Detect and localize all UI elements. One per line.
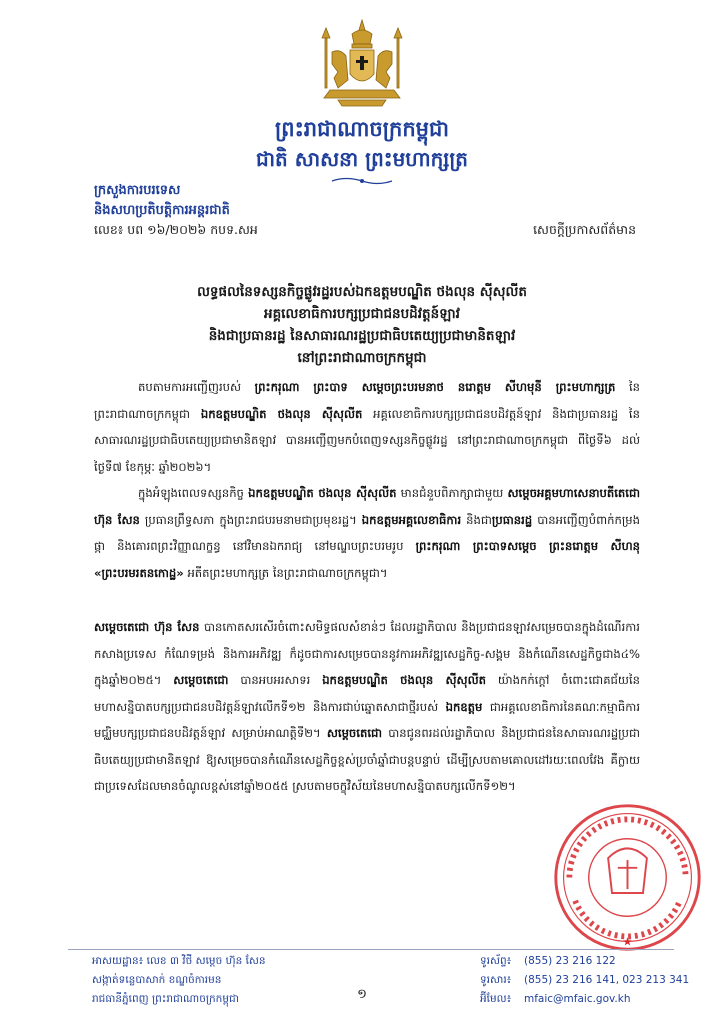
reference-number: លេខ៖ បព ១៦/២០២៦ កបទ.សអ [94, 222, 258, 237]
ornament-divider-icon [330, 176, 394, 186]
document-title-line4: នៅព្រះរាជាណាចក្រកម្ពុជា [297, 350, 427, 366]
address-line3: រាជធានីភ្នំពេញ ព្រះរាជាណាចក្រកម្ពុជា [92, 993, 239, 1005]
svg-text:★: ★ [622, 934, 633, 949]
document-title-line3: និងជាប្រធានរដ្ឋ នៃសាធារណរដ្ឋប្រជាធិបតេយ្យប្រជាមានិតឡាវ [208, 328, 516, 344]
ministry-name-line2: និងសហប្រតិបត្តិការអន្តរជាតិ [94, 203, 230, 218]
national-motto: ជាតិ សាសនា ព្រះមហាក្សត្រ [256, 147, 468, 171]
phone-contact [480, 955, 616, 970]
fax-contact [480, 974, 689, 989]
address-line2: សង្កាត់ទន្លេបាសាក់ ខណ្ឌចំការមន [92, 974, 222, 986]
kingdom-name: ព្រះរាជាណាចក្រកម្ពុជា [274, 117, 449, 141]
email-label: អ៊ីមែល៖ [480, 993, 512, 1005]
paragraph-3: សម្តេចតេជោ ហ៊ុន សែន បានកោតសរសើរចំពោះសមិទ្ធផលសំខាន់ៗ ដែលរដ្ឋាភិបាល និងប្រជាជនឡាវសម្រេចបានក្នុងដំណើរការកសាងប្រទេស កំណែទម្រង់ និងការអភិវឌ្ឍ ក៏ដូចជាការសម្រេចបាននូវការអភិវឌ្ឍសេដ្ឋកិច្ច-សង្គម និងកំណើនសេដ្ឋកិច្ចជាង៤% ក្នុងឆ្នាំ២០២៥។ សម្តេចតេជោ បានអបអរសាទរ ឯកឧត្តមបណ្ឌិត ថងលុន ស៊ីសុលីត យ៉ាងកក់ក្តៅ ចំពោះជោគជ័យនៃមហាសន្និបាតបក្សប្រជាជនបដិវត្តន៍ឡាវលើកទី១២ និងការជាប់ឆ្នោតសាជាថ្មីរបស់ ឯកឧត្តម ជាអគ្គលេខាធិការនៃគណៈកម្មាធិការមជ្ឈិមបក្សប្រជាជនបដិវត្តន៍ឡាវ សម្រាប់អាណត្តិទី២។ សម្តេចតេជោ បានជូនពរដល់រដ្ឋាភិបាល និងប្រជាជននៃសាធារណរដ្ឋប្រជាធិបតេយ្យប្រជាមានិតឡាវ ឱ្យសម្រេចបានកំណើនសេដ្ឋកិច្ចខ្ពស់ប្រចាំឆ្នាំជាបន្តបន្ទាប់ ដើម្បីស្របតាមគោលដៅរយៈពេលវែង គឺក្លាយជាប្រទេសដែលមានចំណូលខ្ពស់នៅឆ្នាំ២០៥៥ ស្របតាមចក្ខុវិស័យនៃមហាសន្និបាតបក្សលើកទី១២។ [94, 620, 641, 793]
document-type: សេចក្តីប្រកាសព័ត៌មាន [533, 222, 636, 237]
ministry-name-line1: ក្រសួងការបរទេស [94, 183, 181, 198]
email-contact [480, 993, 631, 1008]
ministry-red-seal-icon [550, 800, 705, 955]
address-line1: អាសយដ្ឋាន៖ លេខ ៣ វិថី សម្តេច ហ៊ុន សែន [92, 955, 266, 967]
paragraph-1: តបតាមការអញ្ជើញរបស់ ព្រះករុណា ព្រះបាទ សម្តេចព្រះបរមនាថ នរោត្តម សីហមុនី ព្រះមហាក្សត្រ នៃព្រះរាជាណាចក្រកម្ពុជា ឯកឧត្តមបណ្ឌិត ថងលុន ស៊ីសុលីត អគ្គលេខាធិការបក្សប្រជាជនបដិវត្តន៍ឡាវ និងជាប្រធានរដ្ឋ នៃសាធារណរដ្ឋប្រជាធិបតេយ្យប្រជាមានិតឡាវ បានអញ្ជើញមកបំពេញទស្សនកិច្ចផ្លូវរដ្ឋ នៅព្រះរាជាណាចក្រកម្ពុជា ពីថ្ងៃទី៦ ដល់ថ្ងៃទី៧ ខែកុម្ភៈ ឆ្នាំ២០២៦។ [94, 380, 640, 474]
email-link[interactable]: mfaic@mfaic.gov.kh [524, 993, 631, 1005]
fax-label: ទូរសារ៖ [480, 974, 512, 986]
document-title-line2: អគ្គលេខាធិការបក្សប្រជាជនបដិវត្តន៍ឡាវ [264, 306, 460, 322]
paragraph-2: ក្នុងអំឡុងពេលទស្សនកិច្ច ឯកឧត្តមបណ្ឌិត ថងលុន ស៊ីសុលីត មានជំនួបពិភាក្សាជាមួយ សម្តេចអគ្គមហាសេនាបតីតេជោ ហ៊ុន សែន ប្រធានព្រឹទ្ធសភា ក្នុងព្រះរាជបរមនាមជាប្រមុខរដ្ឋ។ ឯកឧត្តមអគ្គលេខាធិការ និងជាប្រធានរដ្ឋ បានអញ្ជើញបំពាក់កម្រងផ្កា និងគោរពព្រះវិញ្ញាណក្ខន្ធ នៅវិមានឯករាជ្យ នៅមណ្ឌបព្រះបរមរូប ព្រះករុណា ព្រះបាទសម្តេច ព្រះនរោត្តម សីហនុ «ព្រះបរមរតនកោដ្ឋ» អតីតព្រះមហាក្សត្រ នៃព្រះរាជាណាចក្រកម្ពុជា។ [94, 486, 640, 580]
footer-divider [68, 949, 674, 950]
phone-label: ទូរស័ព្ទ៖ [480, 955, 512, 967]
page-number: ១ [357, 987, 367, 1002]
document-title-line1: លទ្ធផលនៃទស្សនកិច្ចផ្លូវរដ្ឋរបស់ឯកឧត្តមបណ្ឌិត ថងលុន ស៊ីសុលីត [197, 284, 527, 300]
fax-value: (855) 23 216 141, 023 213 341 [524, 974, 690, 986]
phone-value: (855) 23 216 122 [524, 955, 616, 967]
royal-coat-of-arms-icon [312, 18, 412, 110]
